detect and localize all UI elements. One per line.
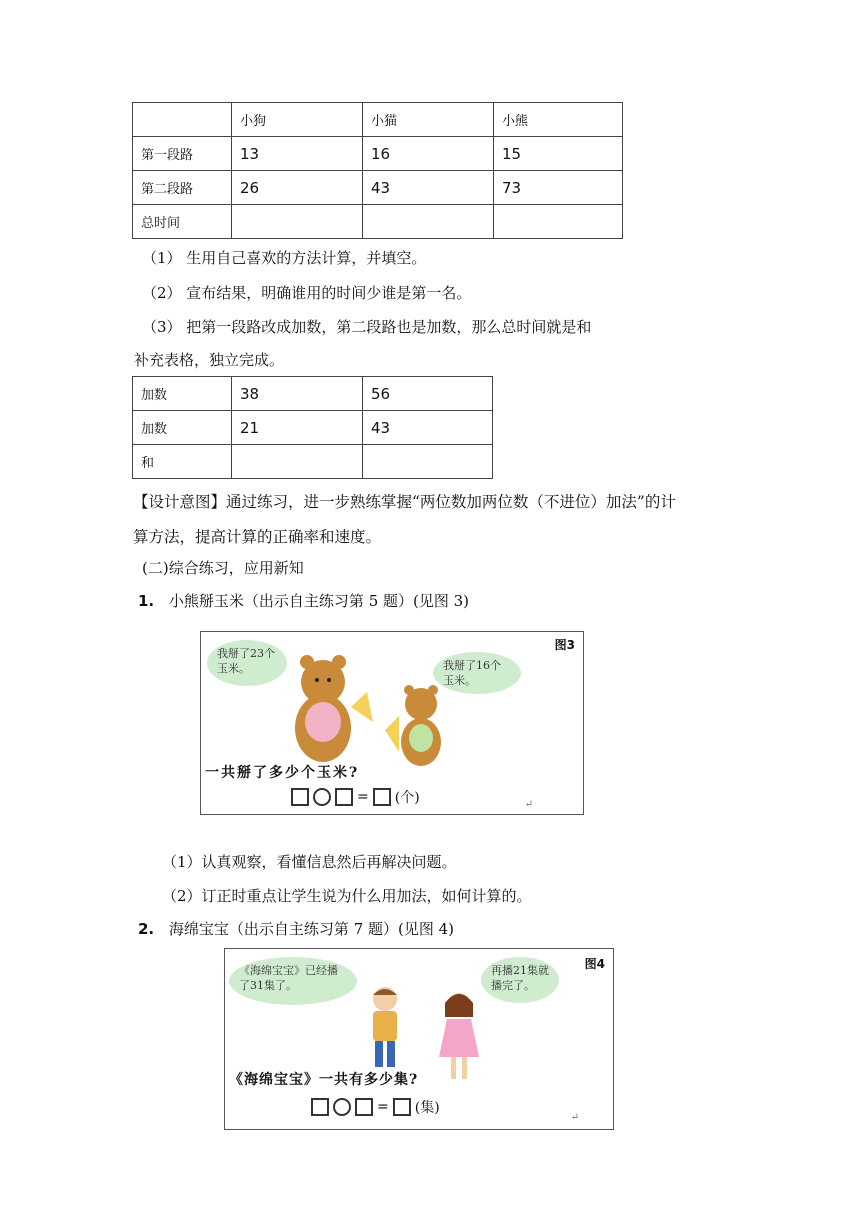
table-row [133,411,493,445]
table-cell: 和 [133,445,232,479]
table-cell: 43 [363,171,494,205]
figure-tag: 图4 [584,957,605,971]
equation-blanks: = (集) [311,1097,440,1117]
bear-illustration [281,652,481,772]
section-heading: (二)综合练习，应用新知 [142,559,304,577]
step-text: （3） 把第一段路改成加数，第二段路也是加数，那么总时间就是和 [142,318,592,336]
blank-box[interactable] [373,788,391,806]
table-cell [363,445,493,479]
unit-label: (个) [394,790,420,806]
item-number: 2. [138,920,155,938]
blank-box[interactable] [291,788,309,806]
figure-tag: 图3 [554,638,575,652]
speech-bubble: 《海绵宝宝》已经播了31集了。 [229,957,357,1005]
table-cell [232,205,363,239]
item-number: 1. [138,592,155,610]
equation-blanks: = (个) [291,787,420,807]
blank-box[interactable] [393,1098,411,1116]
table-cell [232,445,363,479]
unit-label: (集) [414,1100,440,1116]
speech-bubble: 我掰了16个玉米。 [433,652,521,694]
table-cell: 第二段路 [133,171,232,205]
table-cell [133,103,232,137]
table-cell: 16 [363,137,494,171]
table-cell: 第一段路 [133,137,232,171]
exercise-item-2 [138,918,454,940]
design-intent: 【设计意图】通过练习，进一步熟练掌握“两位数加两位数（不进位）加法”的计 [133,493,676,511]
figure-question: 一共掰了多少个玉米? [205,765,360,781]
table-cell: 38 [232,377,363,411]
table-cell: 总时间 [133,205,232,239]
addend-table [132,376,493,479]
table-cell: 21 [232,411,363,445]
blank-box[interactable] [355,1098,373,1116]
step-text: （2）订正时重点让学生说为什么用加法，如何计算的。 [162,887,532,905]
table-cell: 15 [494,137,623,171]
table-row [133,445,493,479]
step-text: （1）认真观察，看懂信息然后再解决问题。 [162,853,457,871]
operator-circle[interactable] [313,788,331,806]
design-intent-cont: 算方法，提高计算的正确率和速度。 [133,528,382,546]
blank-box[interactable] [311,1098,329,1116]
step-text: （2） 宣布结果，明确谁用的时间少谁是第一名。 [142,284,472,302]
blank-box[interactable] [335,788,353,806]
speech-bubble: 再播21集就播完了。 [481,957,559,1003]
figure-question: 《海绵宝宝》一共有多少集? [229,1072,419,1088]
figure-4 [224,948,614,1130]
table-cell: 加数 [133,377,232,411]
speech-bubble: 我掰了23个玉米。 [207,640,287,686]
table-cell: 13 [232,137,363,171]
operator-circle[interactable] [333,1098,351,1116]
exercise-item-1 [138,590,469,612]
figure-3 [200,631,584,815]
table-cell: 43 [363,411,493,445]
table-cell: 26 [232,171,363,205]
return-mark-icon: ↵ [524,799,533,810]
boy-icon [373,987,397,1067]
table-cell: 加数 [133,411,232,445]
big-bear-icon [295,655,373,762]
table-row [133,103,623,137]
table-row [133,205,623,239]
table-cell [363,205,494,239]
table-cell: 小狗 [232,103,363,137]
table-row [133,377,493,411]
table-row [133,171,623,205]
table-cell: 小猫 [363,103,494,137]
item-text: 小熊掰玉米（出示自主练习第 5 题）(见图 3) [168,592,470,610]
table-cell: 73 [494,171,623,205]
table-row [133,137,623,171]
girl-icon [439,993,479,1079]
small-bear-icon [385,685,441,766]
step-text: （1） 生用自己喜欢的方法计算，并填空。 [142,249,427,267]
return-mark-icon: ↵ [570,1112,579,1123]
item-text: 海绵宝宝（出示自主练习第 7 题）(见图 4) [168,920,455,938]
race-time-table [132,102,623,239]
table-cell: 56 [363,377,493,411]
table-cell: 小熊 [494,103,623,137]
table-cell [494,205,623,239]
step-text-continued: 补充表格，独立完成。 [134,351,285,369]
